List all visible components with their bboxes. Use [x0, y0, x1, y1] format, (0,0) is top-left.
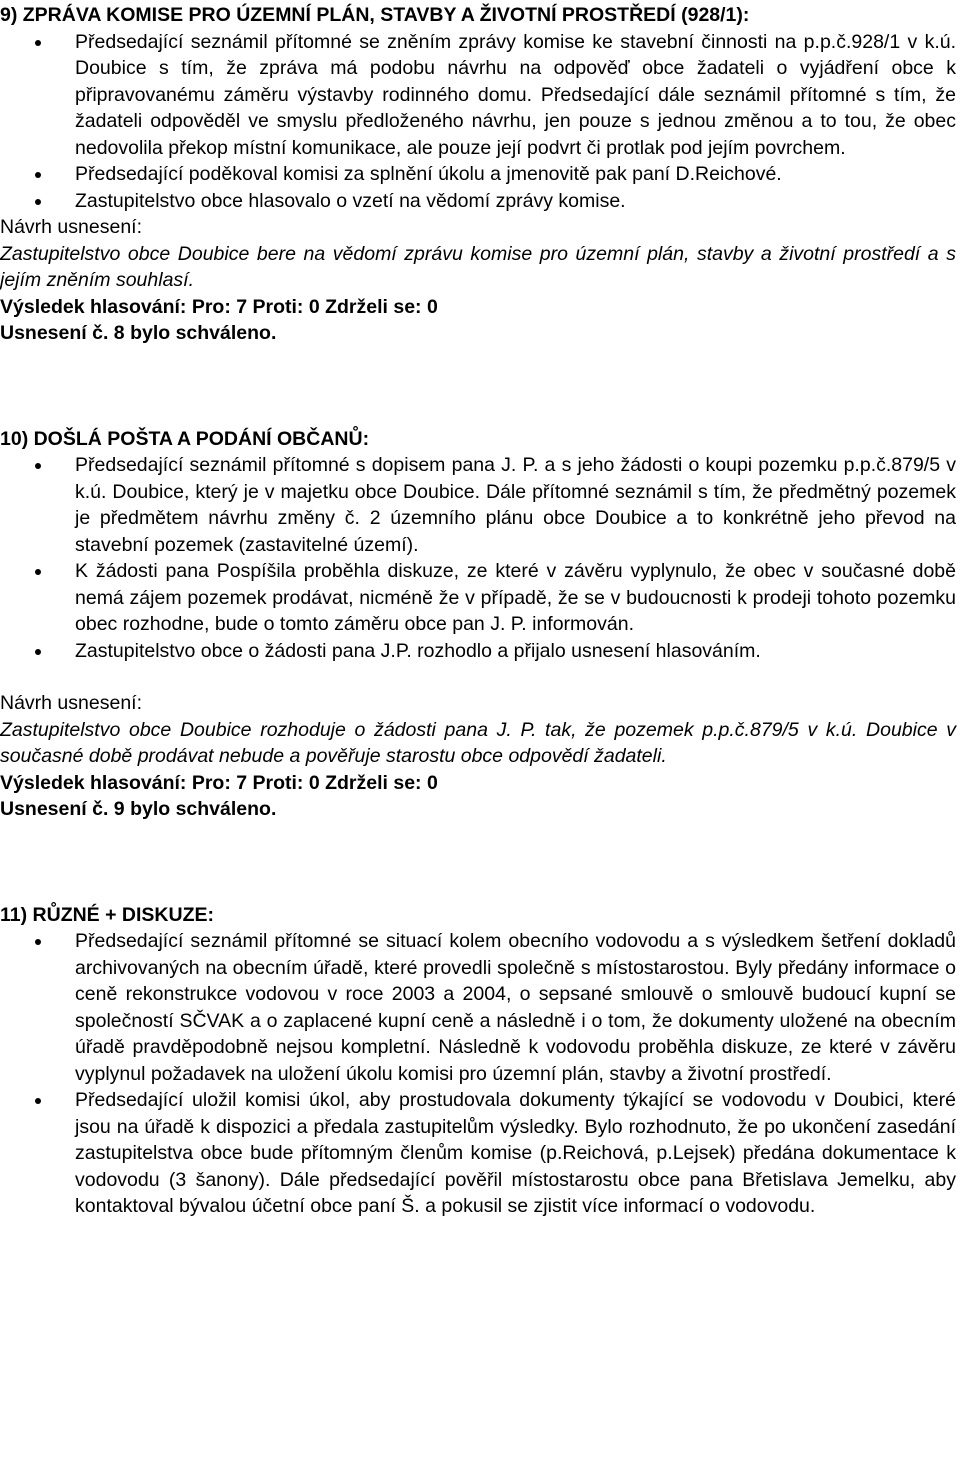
list-item-text: Předsedající seznámil přítomné se situací kolem obecního vodovodu a s výsledkem šetření dokladů archivovaných na obecním úřadě, které provedli společně s místostarostou. Byly předány informace o ceně rekonstrukce vodovou v roce 2003 a 2004, o sepsané smlouvě o smlouvě budoucí kupní se společností SČVAK a o zaplacené kupní ceně a následně i o tom, že dokumenty uložené na obecním úřadě pravděpodobně nejsou kompletní. Následně k vodovodu proběhla diskuze, ze které v závěru vyplynul požadavek na uložení úkolu komisi pro územní plán, stavby a životní prostředí. — [75, 930, 956, 1085]
proposal-text: Zastupitelstvo obce Doubice rozhoduje o žádosti pana J. P. tak, že pozemek p.p.č.879/5 v k.ú. Doubice v současné době prodávat nebude a pověřuje starostu obce odpovědí žadateli. — [0, 718, 956, 767]
list-item-text: Předsedající uložil komisi úkol, aby prostudovala dokumenty týkající se vodovodu v Doubici, které jsou na úřadě k dispozici a předala zastupitelům výsledky. Bylo rozhodnuto, že po ukončení zasedání zastupitelstva obce bude přítomným členům komise (p.Reichová, p.Lejsek) předána dokumentace k vodovodu (3 šanony). Dále předsedající pověřil místostarostu obce pana Břetislava Jemelku, aby kontaktoval bývalou účetní obce paní Š. a pokusil se zjistit více informací o vodovodu. — [75, 1089, 956, 1217]
bullet-icon — [35, 939, 41, 945]
vote-result: Výsledek hlasování: Pro: 7 Proti: 0 Zdrželi se: 0 — [0, 295, 438, 318]
list-item — [0, 29, 956, 162]
list-item — [0, 558, 956, 638]
list-item-text: Předsedající seznámil přítomné s dopisem pana J. P. a s jeho žádosti o koupi pozemku p.p.č.879/5 v k.ú. Doubice, který je v majetku obce Doubice. Dále přítomné seznámil s tím, že předmětný pozemek je předmětem návrhu změny č. 2 územního plánu obce Doubice a to konkrétně jeho převod na stavební pozemek (zastavitelné území). — [75, 454, 956, 556]
bullet-icon — [35, 40, 41, 46]
bullet-icon — [35, 1098, 41, 1104]
section-heading: 11) RŮZNÉ + DISKUZE: — [0, 903, 214, 926]
resolution-status: Usnesení č. 9 bylo schváleno. — [0, 798, 277, 820]
bullet-icon — [35, 463, 41, 469]
bullet-icon — [35, 569, 41, 575]
bullet-list — [0, 29, 956, 215]
bullet-list — [0, 928, 956, 1220]
list-item-text: Předsedající poděkoval komisi za splnění úkolu a jmenovitě pak paní D.Reichové. — [75, 163, 782, 185]
list-item — [0, 638, 956, 665]
list-item — [0, 161, 956, 188]
section-heading: 10) DOŠLÁ POŠTA A PODÁNÍ OBČANŮ: — [0, 427, 370, 450]
section-heading: 9) ZPRÁVA KOMISE PRO ÚZEMNÍ PLÁN, STAVBY A ŽIVOTNÍ PROSTŘEDÍ (928/1): — [0, 4, 750, 26]
proposal-label: Návrh usnesení: — [0, 692, 142, 714]
section-spacer — [0, 347, 956, 426]
section-spacer — [0, 823, 956, 902]
list-item — [0, 1087, 956, 1220]
list-item-text: Zastupitelstvo obce o žádosti pana J.P. rozhodlo a přijalo usnesení hlasováním. — [75, 639, 761, 662]
list-item-text: Zastupitelstvo obce hlasovalo o vzetí na vědomí zprávy komise. — [75, 189, 626, 212]
list-item — [0, 928, 956, 1087]
proposal-label: Návrh usnesení: — [0, 216, 142, 238]
section-9 — [0, 2, 956, 347]
bullet-list — [0, 452, 956, 664]
list-item-text: K žádosti pana Pospíšila proběhla diskuze, ze které v závěru vyplynulo, že obec v současné době nemá zájem pozemek prodávat, nicméně že v případě, že se v budoucnosti k prodeji tohoto pozemku obec rozhodne, bude o tomto záměru obce pan J. P. informován. — [75, 560, 956, 635]
bullet-icon — [35, 172, 41, 178]
bullet-icon — [35, 199, 41, 205]
proposal-text: Zastupitelstvo obce Doubice bere na vědomí zprávu komise pro územní plán, stavby a životní prostředí a s jejím zněním souhlasí. — [0, 242, 956, 291]
list-item — [0, 452, 956, 558]
bullet-icon — [35, 649, 41, 655]
vote-result: Výsledek hlasování: Pro: 7 Proti: 0 Zdrželi se: 0 — [0, 771, 438, 794]
section-10 — [0, 426, 956, 823]
resolution-status: Usnesení č. 8 bylo schváleno. — [0, 322, 277, 344]
section-11 — [0, 902, 956, 1220]
spacer — [0, 664, 956, 690]
list-item-text: Předsedající seznámil přítomné se zněním zprávy komise ke stavební činnosti na p.p.č.928/1 v k.ú. Doubice s tím, že zpráva má podobu návrhu na odpověď obce žadateli o vyjádření obce k připravovanému záměru výstavby rodinného domu. Předsedající dále seznámil přítomné s tím, že žadateli odpověděl ve smyslu předloženého návrhu, jen pouze s jednou změnou a to tou, že obec nedovolila překop místní komunikace, ale pouze její podvrt či protlak pod jejím povrchem. — [75, 30, 956, 159]
list-item — [0, 188, 956, 215]
